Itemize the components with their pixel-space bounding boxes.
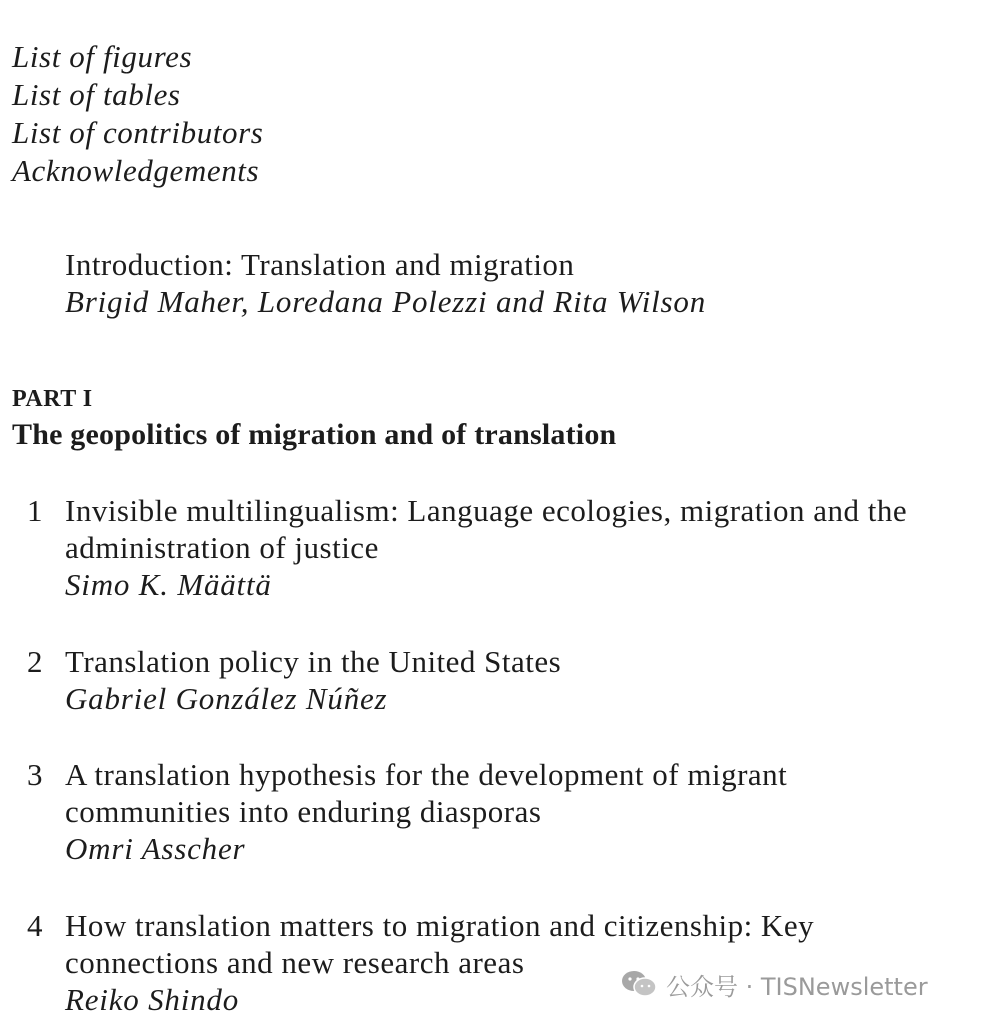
chapter-number: 1	[27, 493, 43, 528]
chapter-entry	[65, 756, 787, 867]
introduction-entry	[65, 246, 706, 320]
watermark-text: 公众号 · TISNewsletter	[666, 972, 928, 1001]
front-matter-item: List of figures	[12, 39, 193, 74]
front-matter-item: List of contributors	[12, 115, 264, 150]
chapter-author: Omri Asscher	[65, 831, 246, 866]
part-title: The geopolitics of migration and of translation	[12, 418, 617, 451]
front-matter-item: List of tables	[12, 77, 181, 112]
chapter-author: Gabriel González Núñez	[65, 681, 388, 716]
watermark	[620, 965, 928, 1003]
introduction-title: Introduction: Translation and migration	[65, 247, 575, 282]
chapter-title-line: connections and new research areas	[65, 945, 525, 980]
wechat-icon	[620, 969, 658, 999]
front-matter-list	[12, 38, 263, 190]
chapter-title-line: communities into enduring diasporas	[65, 794, 542, 829]
chapter-author: Simo K. Määttä	[65, 567, 272, 602]
chapter-title-line: A translation hypothesis for the development of migrant	[65, 757, 788, 792]
chapter-number: 4	[27, 908, 43, 943]
chapter-title-line: Translation policy in the United States	[65, 644, 562, 679]
part-label: PART I	[12, 386, 93, 412]
chapter-author: Reiko Shindo	[65, 982, 240, 1017]
chapter-title-line: How translation matters to migration and citizenship: Key	[65, 908, 815, 943]
chapter-entry	[65, 492, 907, 603]
chapter-title-line: Invisible multilingualism: Language ecologies, migration and the	[65, 493, 908, 528]
chapter-number: 2	[27, 644, 43, 679]
chapter-title-line: administration of justice	[65, 530, 379, 565]
chapter-number: 3	[27, 757, 43, 792]
front-matter-item: Acknowledgements	[12, 153, 260, 188]
chapter-entry	[65, 643, 561, 717]
introduction-authors: Brigid Maher, Loredana Polezzi and Rita Wilson	[65, 284, 707, 319]
